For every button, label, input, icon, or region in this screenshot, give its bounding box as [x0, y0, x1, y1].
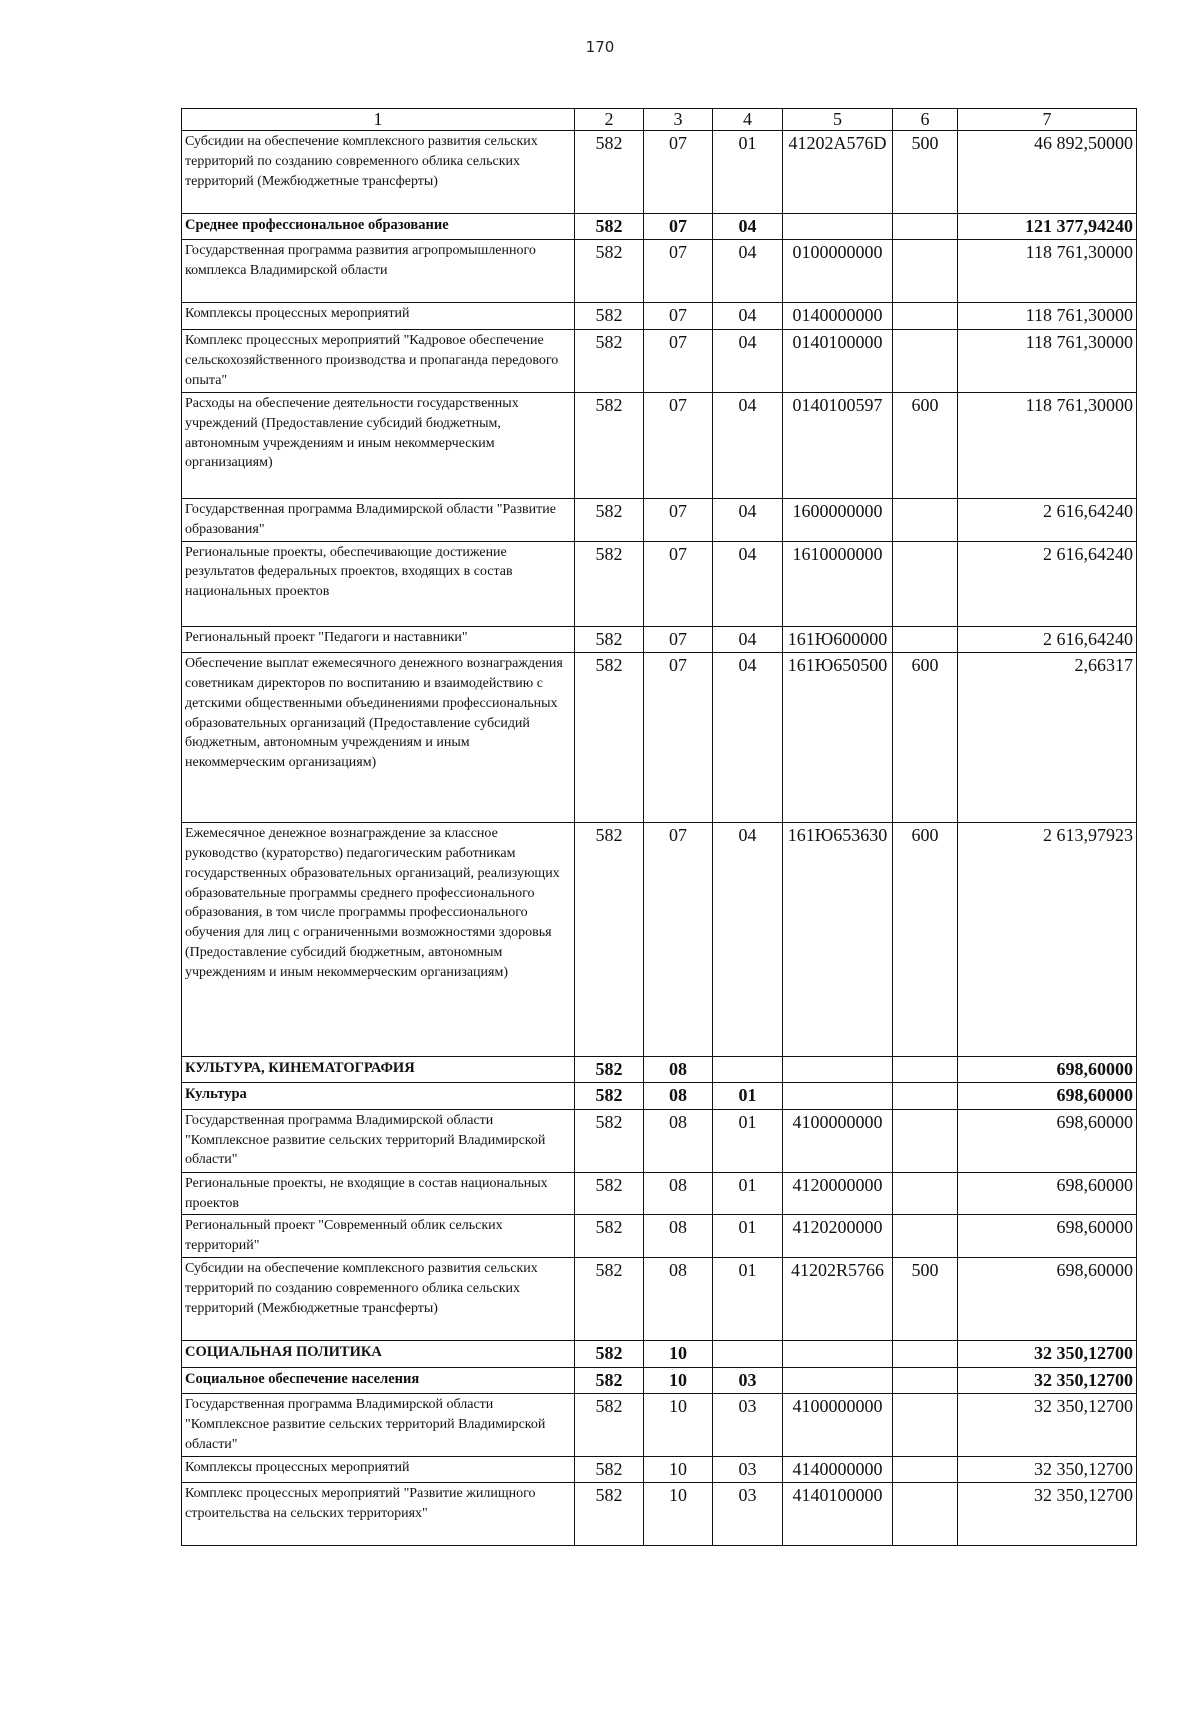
target-article-cell: 41202А576D: [783, 131, 893, 214]
table-row: [182, 1393, 1137, 1456]
amount-cell: 46 892,50000: [958, 131, 1137, 214]
row-name-cell: Государственная программа Владимирской области "Комплексное развитие сельских территорий Владимирской области": [182, 1109, 575, 1172]
ministry-code-cell: 582: [575, 1215, 644, 1258]
target-article-cell: 1610000000: [783, 541, 893, 626]
expense-type-cell: [893, 1456, 958, 1482]
section-cell: 10: [644, 1456, 713, 1482]
table-row: [182, 303, 1137, 329]
row-name-cell: Субсидии на обеспечение комплексного развития сельских территорий по созданию современного облика сельских территорий (Межбюджетные трансферты): [182, 1258, 575, 1341]
table-body: [182, 131, 1137, 1546]
section-cell: 07: [644, 303, 713, 329]
ministry-code-cell: 582: [575, 626, 644, 652]
section-cell: 10: [644, 1367, 713, 1393]
table-row: [182, 1172, 1137, 1215]
ministry-code-cell: 582: [575, 1258, 644, 1341]
expense-type-cell: [893, 1215, 958, 1258]
amount-cell: 118 761,30000: [958, 240, 1137, 303]
table-row: [182, 1056, 1137, 1082]
amount-cell: 32 350,12700: [958, 1456, 1137, 1482]
section-cell: 07: [644, 626, 713, 652]
table-row: [182, 1258, 1137, 1341]
amount-cell: 2 613,97923: [958, 822, 1137, 1056]
expense-type-cell: [893, 541, 958, 626]
section-cell: 07: [644, 329, 713, 392]
section-cell: 07: [644, 498, 713, 541]
page-number: 170: [585, 38, 615, 56]
ministry-code-cell: 582: [575, 303, 644, 329]
subsection-cell: 03: [713, 1393, 783, 1456]
expense-type-cell: [893, 1056, 958, 1082]
table-row: [182, 1483, 1137, 1546]
expense-type-cell: [893, 498, 958, 541]
section-cell: 08: [644, 1215, 713, 1258]
ministry-code-cell: 582: [575, 214, 644, 240]
section-cell: 07: [644, 131, 713, 214]
ministry-code-cell: 582: [575, 1172, 644, 1215]
row-name-cell: Комплекс процессных мероприятий "Кадровое обеспечение сельскохозяйственного производства и пропаганда передового опыта": [182, 329, 575, 392]
table-row: [182, 1109, 1137, 1172]
row-name-cell: Расходы на обеспечение деятельности государственных учреждений (Предоставление субсидий бюджетным, автономным учреждениям и иным некоммерческим организациям): [182, 392, 575, 498]
row-name-cell: Региональный проект "Педагоги и наставники": [182, 626, 575, 652]
section-cell: 07: [644, 240, 713, 303]
subsection-cell: 04: [713, 214, 783, 240]
row-name-cell: Государственная программа Владимирской области "Комплексное развитие сельских территорий Владимирской области": [182, 1393, 575, 1456]
expense-type-cell: [893, 240, 958, 303]
section-cell: 08: [644, 1083, 713, 1109]
table-row: [182, 541, 1137, 626]
column-header: 1: [182, 109, 575, 131]
row-name-cell: Комплексы процессных мероприятий: [182, 1456, 575, 1482]
row-name-cell: Среднее профессиональное образование: [182, 214, 575, 240]
ministry-code-cell: 582: [575, 1341, 644, 1367]
table-row: [182, 1341, 1137, 1367]
target-article-cell: [783, 1367, 893, 1393]
expense-type-cell: [893, 1109, 958, 1172]
amount-cell: 698,60000: [958, 1215, 1137, 1258]
table-row: [182, 498, 1137, 541]
section-cell: 07: [644, 392, 713, 498]
target-article-cell: 161Ю600000: [783, 626, 893, 652]
section-cell: 10: [644, 1483, 713, 1546]
row-name-cell: Региональные проекты, обеспечивающие достижение результатов федеральных проектов, входящих в состав национальных проектов: [182, 541, 575, 626]
row-name-cell: Культура: [182, 1083, 575, 1109]
table-row: [182, 1083, 1137, 1109]
section-cell: 08: [644, 1258, 713, 1341]
target-article-cell: [783, 1341, 893, 1367]
column-header: 3: [644, 109, 713, 131]
amount-cell: 32 350,12700: [958, 1341, 1137, 1367]
ministry-code-cell: 582: [575, 1456, 644, 1482]
section-cell: 08: [644, 1056, 713, 1082]
amount-cell: 698,60000: [958, 1056, 1137, 1082]
subsection-cell: 01: [713, 1109, 783, 1172]
section-cell: 10: [644, 1341, 713, 1367]
column-header: 5: [783, 109, 893, 131]
target-article-cell: 4120000000: [783, 1172, 893, 1215]
table-row: [182, 329, 1137, 392]
subsection-cell: 04: [713, 303, 783, 329]
expense-type-cell: [893, 1483, 958, 1546]
subsection-cell: 03: [713, 1367, 783, 1393]
subsection-cell: 04: [713, 392, 783, 498]
expense-type-cell: [893, 214, 958, 240]
column-header: 4: [713, 109, 783, 131]
row-name-cell: Государственная программа развития агропромышленного комплекса Владимирской области: [182, 240, 575, 303]
amount-cell: 2,66317: [958, 652, 1137, 822]
amount-cell: 118 761,30000: [958, 392, 1137, 498]
amount-cell: 118 761,30000: [958, 329, 1137, 392]
amount-cell: 698,60000: [958, 1172, 1137, 1215]
amount-cell: 32 350,12700: [958, 1367, 1137, 1393]
target-article-cell: 0140100000: [783, 329, 893, 392]
table-row: [182, 392, 1137, 498]
subsection-cell: 01: [713, 131, 783, 214]
ministry-code-cell: 582: [575, 131, 644, 214]
section-cell: 07: [644, 541, 713, 626]
table-row: [182, 131, 1137, 214]
ministry-code-cell: 582: [575, 652, 644, 822]
row-name-cell: Социальное обеспечение населения: [182, 1367, 575, 1393]
ministry-code-cell: 582: [575, 822, 644, 1056]
ministry-code-cell: 582: [575, 498, 644, 541]
table-row: [182, 626, 1137, 652]
amount-cell: 118 761,30000: [958, 303, 1137, 329]
subsection-cell: [713, 1056, 783, 1082]
expense-type-cell: [893, 626, 958, 652]
row-name-cell: Государственная программа Владимирской области "Развитие образования": [182, 498, 575, 541]
amount-cell: 698,60000: [958, 1083, 1137, 1109]
section-cell: 07: [644, 822, 713, 1056]
target-article-cell: 4100000000: [783, 1109, 893, 1172]
row-name-cell: Комплексы процессных мероприятий: [182, 303, 575, 329]
amount-cell: 32 350,12700: [958, 1483, 1137, 1546]
ministry-code-cell: 582: [575, 1056, 644, 1082]
section-cell: 10: [644, 1393, 713, 1456]
amount-cell: 698,60000: [958, 1258, 1137, 1341]
ministry-code-cell: 582: [575, 1083, 644, 1109]
table-row: [182, 1367, 1137, 1393]
column-header: 2: [575, 109, 644, 131]
row-name-cell: КУЛЬТУРА, КИНЕМАТОГРАФИЯ: [182, 1056, 575, 1082]
row-name-cell: Региональный проект "Современный облик сельских территорий": [182, 1215, 575, 1258]
target-article-cell: [783, 1056, 893, 1082]
subsection-cell: 01: [713, 1083, 783, 1109]
row-name-cell: Комплекс процессных мероприятий "Развитие жилищного строительства на сельских территориях": [182, 1483, 575, 1546]
target-article-cell: 4140000000: [783, 1456, 893, 1482]
target-article-cell: 4140100000: [783, 1483, 893, 1546]
ministry-code-cell: 582: [575, 392, 644, 498]
expense-type-cell: [893, 1367, 958, 1393]
amount-cell: 2 616,64240: [958, 626, 1137, 652]
row-name-cell: Обеспечение выплат ежемесячного денежного вознаграждения советникам директоров по воспитанию и взаимодействию с детскими общественными объединениями профессиональных образовательных организаций (Предоставление субсидий бюджетным, автономным учреждениям и иным некоммерческим организациям): [182, 652, 575, 822]
target-article-cell: 41202R5766: [783, 1258, 893, 1341]
subsection-cell: 01: [713, 1215, 783, 1258]
target-article-cell: 161Ю653630: [783, 822, 893, 1056]
section-cell: 07: [644, 652, 713, 822]
expense-type-cell: [893, 1172, 958, 1215]
section-cell: 08: [644, 1172, 713, 1215]
column-header: 6: [893, 109, 958, 131]
subsection-cell: 01: [713, 1258, 783, 1341]
ministry-code-cell: 582: [575, 240, 644, 303]
ministry-code-cell: 582: [575, 1109, 644, 1172]
row-name-cell: Субсидии на обеспечение комплексного развития сельских территорий по созданию современного облика сельских территорий (Межбюджетные трансферты): [182, 131, 575, 214]
subsection-cell: 04: [713, 329, 783, 392]
header-row: [182, 109, 1137, 131]
subsection-cell: 04: [713, 822, 783, 1056]
row-name-cell: Региональные проекты, не входящие в состав национальных проектов: [182, 1172, 575, 1215]
target-article-cell: 0140100597: [783, 392, 893, 498]
subsection-cell: 03: [713, 1483, 783, 1546]
target-article-cell: 161Ю650500: [783, 652, 893, 822]
section-cell: 08: [644, 1109, 713, 1172]
column-header: 7: [958, 109, 1137, 131]
amount-cell: 2 616,64240: [958, 498, 1137, 541]
expense-type-cell: 500: [893, 131, 958, 214]
expense-type-cell: [893, 1083, 958, 1109]
subsection-cell: 04: [713, 626, 783, 652]
table-row: [182, 214, 1137, 240]
table-row: [182, 240, 1137, 303]
target-article-cell: 0100000000: [783, 240, 893, 303]
amount-cell: 2 616,64240: [958, 541, 1137, 626]
expense-type-cell: [893, 1341, 958, 1367]
target-article-cell: 4100000000: [783, 1393, 893, 1456]
target-article-cell: 4120200000: [783, 1215, 893, 1258]
expense-type-cell: [893, 303, 958, 329]
ministry-code-cell: 582: [575, 1393, 644, 1456]
amount-cell: 698,60000: [958, 1109, 1137, 1172]
budget-table: [181, 108, 1137, 1546]
expense-type-cell: 600: [893, 652, 958, 822]
subsection-cell: 04: [713, 541, 783, 626]
subsection-cell: 04: [713, 652, 783, 822]
ministry-code-cell: 582: [575, 329, 644, 392]
expense-type-cell: 600: [893, 822, 958, 1056]
subsection-cell: 04: [713, 240, 783, 303]
target-article-cell: 0140000000: [783, 303, 893, 329]
target-article-cell: 1600000000: [783, 498, 893, 541]
ministry-code-cell: 582: [575, 1483, 644, 1546]
target-article-cell: [783, 1083, 893, 1109]
row-name-cell: СОЦИАЛЬНАЯ ПОЛИТИКА: [182, 1341, 575, 1367]
row-name-cell: Ежемесячное денежное вознаграждение за классное руководство (кураторство) педагогическим работникам государственных образовательных организаций, реализующих образовательные программы среднего профессионального образования, в том числе программы профессионального обучения для лиц с ограниченными возможностями здоровья (Предоставление субсидий бюджетным, автономным учреждениям и иным некоммерческим организациям): [182, 822, 575, 1056]
amount-cell: 121 377,94240: [958, 214, 1137, 240]
section-cell: 07: [644, 214, 713, 240]
target-article-cell: [783, 214, 893, 240]
subsection-cell: 04: [713, 498, 783, 541]
expense-type-cell: [893, 329, 958, 392]
ministry-code-cell: 582: [575, 1367, 644, 1393]
ministry-code-cell: 582: [575, 541, 644, 626]
subsection-cell: [713, 1341, 783, 1367]
expense-type-cell: 600: [893, 392, 958, 498]
subsection-cell: 01: [713, 1172, 783, 1215]
subsection-cell: 03: [713, 1456, 783, 1482]
expense-type-cell: [893, 1393, 958, 1456]
table-row: [182, 822, 1137, 1056]
table-row: [182, 652, 1137, 822]
table-row: [182, 1215, 1137, 1258]
amount-cell: 32 350,12700: [958, 1393, 1137, 1456]
expense-type-cell: 500: [893, 1258, 958, 1341]
table-row: [182, 1456, 1137, 1482]
